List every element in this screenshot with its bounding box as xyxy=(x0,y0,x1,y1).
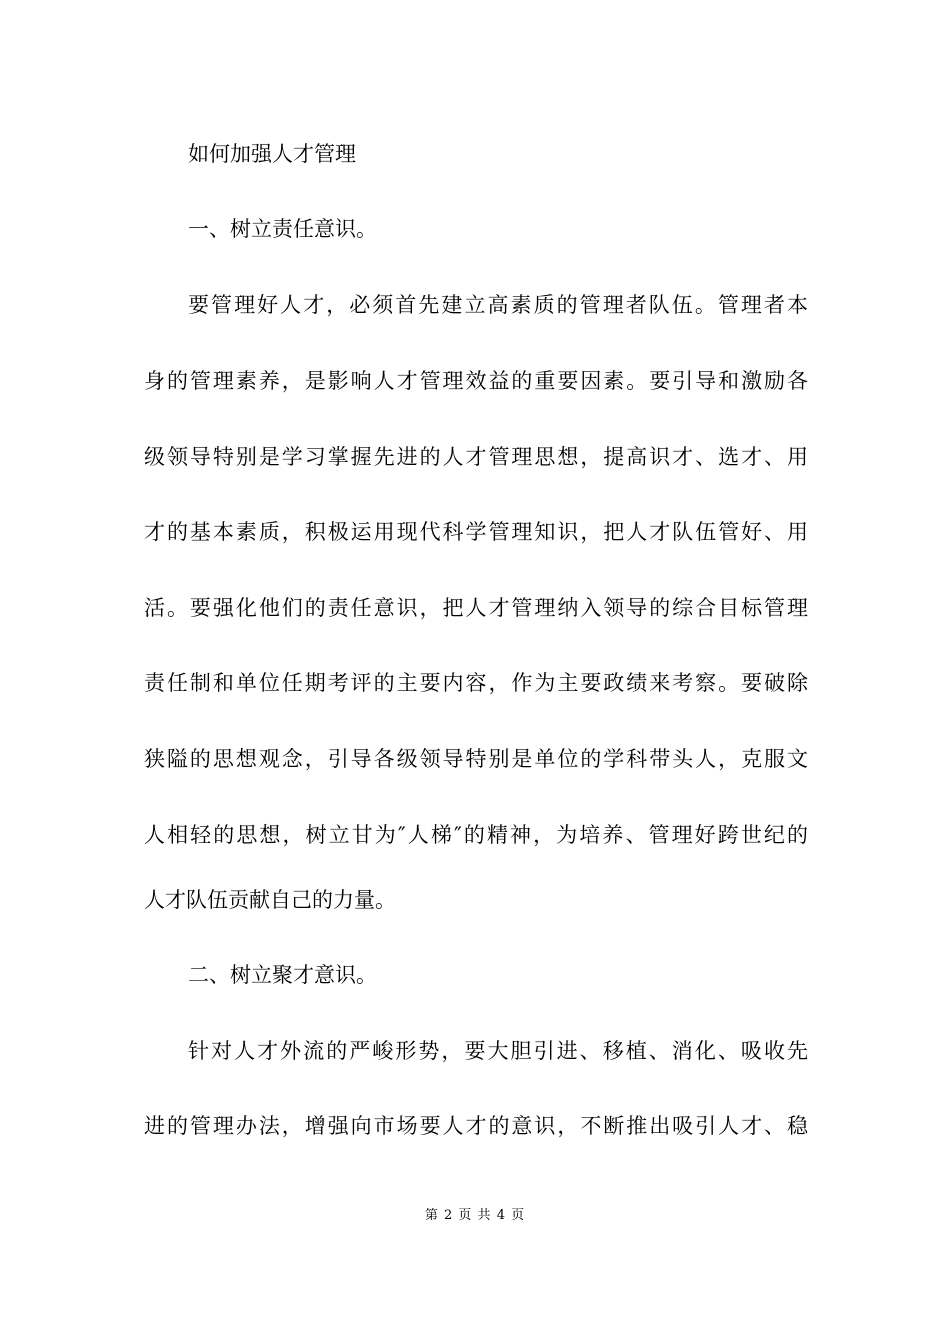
paragraph-line: 狭隘的思想观念，引导各级领导特别是单位的学科带头人，克服文 xyxy=(144,747,808,771)
paragraph-line: 责任制和单位任期考评的主要内容，作为主要政绩来考察。要破除 xyxy=(144,671,808,695)
paragraph-line: 要管理好人才，必须首先建立高素质的管理者队伍。管理者本 xyxy=(188,293,808,317)
page-number-footer: 第 2 页 共 4 页 xyxy=(424,1208,526,1223)
paragraph-line: 人相轻的思想，树立甘为″人梯″的精神，为培养、管理好跨世纪的 xyxy=(144,823,808,847)
paragraph-line: 针对人才外流的严峻形势，要大胆引进、移植、消化、吸收先 xyxy=(188,1039,808,1063)
paragraph-line: 身的管理素养，是影响人才管理效益的重要因素。要引导和激励各 xyxy=(144,369,808,393)
paragraph-line: 才的基本素质，积极运用现代科学管理知识，把人才队伍管好、用 xyxy=(144,520,808,544)
paragraph-line: 人才队伍贡献自己的力量。 xyxy=(144,888,396,912)
document-title: 如何加强人才管理 xyxy=(188,142,356,166)
paragraph-line: 级领导特别是学习掌握先进的人才管理思想，提高识才、选才、用 xyxy=(144,445,808,469)
paragraph-line: 活。要强化他们的责任意识，把人才管理纳入领导的综合目标管理 xyxy=(144,596,808,620)
section-heading-1: 一、树立责任意识。 xyxy=(188,217,377,241)
section-heading-2: 二、树立聚才意识。 xyxy=(188,963,377,987)
paragraph-line: 进的管理办法，增强向市场要人才的意识，不断推出吸引人才、稳 xyxy=(144,1114,808,1138)
